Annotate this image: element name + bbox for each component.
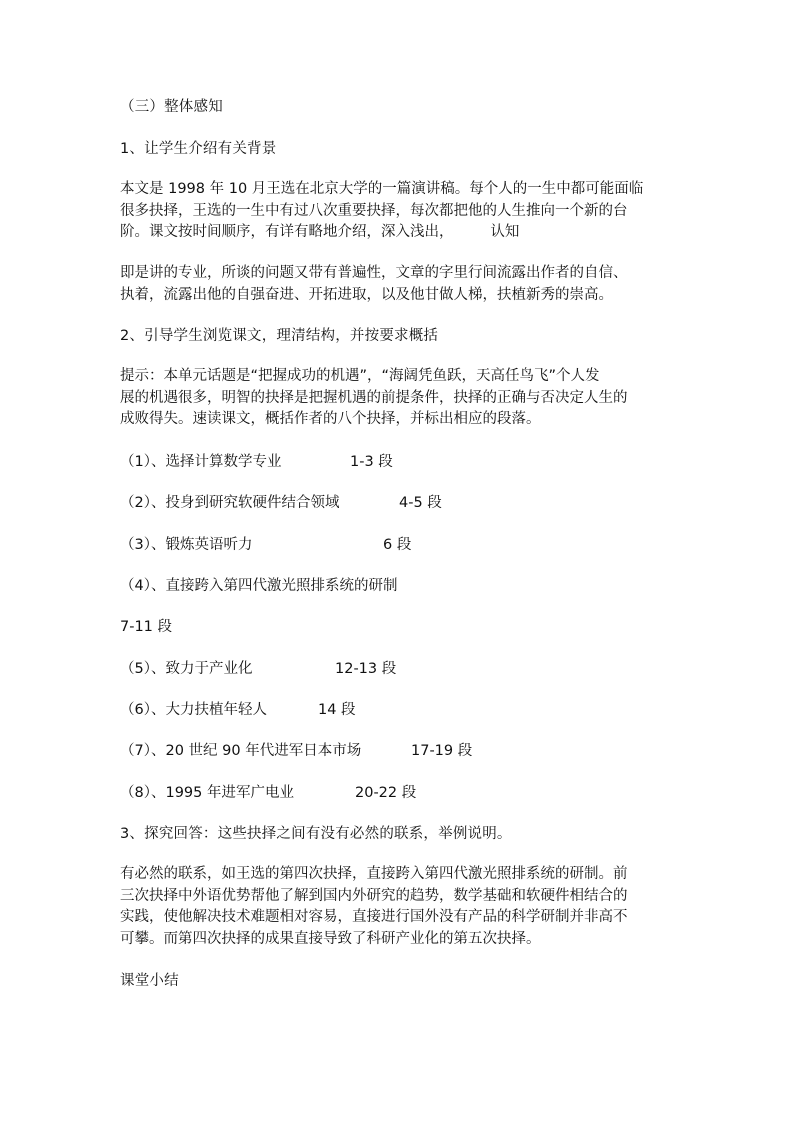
paragraph-line: 很多抉择，王选的一生中有过八次重要抉择，每次都把他的人生推向一个新的台	[120, 202, 628, 219]
choice-item	[120, 493, 442, 513]
choice-segment: 12-13 段	[335, 661, 397, 677]
choice-item	[120, 535, 412, 555]
choice-item	[120, 452, 393, 472]
paragraph-line: 阶。课文按时间顺序，有详有略地介绍，深入浅出， 认知	[120, 224, 520, 240]
choice-segment: 1-3 段	[350, 454, 393, 470]
hint-paragraph	[120, 366, 676, 431]
step2-title: 2、引导学生浏览课文，理清结构，并按要求概括	[120, 328, 439, 344]
choice-item	[120, 783, 417, 803]
choice-label: （3）、锻炼英语听力	[120, 537, 253, 553]
background-continuation	[120, 263, 676, 306]
choice-label: （5）、致力于产业化	[120, 661, 253, 677]
paragraph-line: 实践，使他解决技术难题相对容易，直接进行国外没有产品的科学研制并非高不	[120, 909, 628, 925]
choice-segment: 6 段	[383, 537, 412, 553]
choice-segment: 4-5 段	[399, 495, 442, 511]
choice-label: 7-11 段	[120, 619, 173, 635]
choice-item	[120, 576, 397, 596]
choice-label: （7）、20 世纪 90 年代进军日本市场	[120, 743, 362, 759]
choice-label: （1）、选择计算数学专业	[120, 454, 282, 470]
choice-label: （2）、投身到研究软硬件结合领域	[120, 495, 340, 511]
choice-segment-line	[120, 617, 172, 637]
paragraph-line: 提示：本单元话题是“把握成功的机遇”，“海阔凭鱼跃，天高任鸟飞”个人发	[120, 368, 600, 384]
paragraph-line: 可攀。而第四次抉择的成果直接导致了科研产业化的第五次抉择。	[120, 930, 541, 947]
choice-segment: 20-22 段	[355, 785, 417, 801]
choice-segment: 17-19 段	[411, 743, 473, 759]
paragraph-line: 三次抉择中外语优势帮他了解到国内外研究的趋势，数学基础和软硬件相结合的	[120, 887, 628, 904]
choice-label: （4）、直接跨入第四代激光照排系统的研制	[120, 578, 398, 594]
choice-label: （6）、大力扶植年轻人	[120, 702, 267, 718]
paragraph-line: 执着，流露出他的自强奋进、开拓进取，以及他甘做人梯，扶植新秀的崇高。	[120, 286, 613, 303]
choice-item	[120, 659, 397, 679]
summary-title: 课堂小结	[120, 973, 179, 989]
background-paragraph	[120, 179, 676, 244]
choice-item	[120, 700, 356, 720]
choice-segment: 14 段	[318, 702, 356, 718]
paragraph-line: 本文是 1998 年 10 月王选在北京大学的一篇演讲稿。每个人的一生中都可能面临	[120, 181, 644, 197]
step3-title: 3、探究回答：这些抉择之间有没有必然的联系，举例说明。	[120, 826, 512, 842]
paragraph-line: 即是讲的专业，所谈的问题又带有普遍性，文章的字里行间流露出作者的自信、	[120, 265, 628, 281]
paragraph-line: 有必然的联系，如王选的第四次抉择，直接跨入第四代激光照排系统的研制。前	[120, 866, 628, 882]
choice-label: （8）、1995 年进军广电业	[120, 785, 294, 801]
section-title: （三）整体感知	[120, 99, 223, 115]
choice-item	[120, 741, 473, 761]
step1-title: 1、让学生介绍有关背景	[120, 141, 277, 157]
answer-paragraph	[120, 864, 676, 950]
paragraph-line: 成败得失。速读课文，概括作者的八个抉择，并标出相应的段落。	[120, 411, 541, 427]
paragraph-line: 展的机遇很多，明智的抉择是把握机遇的前提条件，抉择的正确与否决定人生的	[120, 389, 628, 406]
